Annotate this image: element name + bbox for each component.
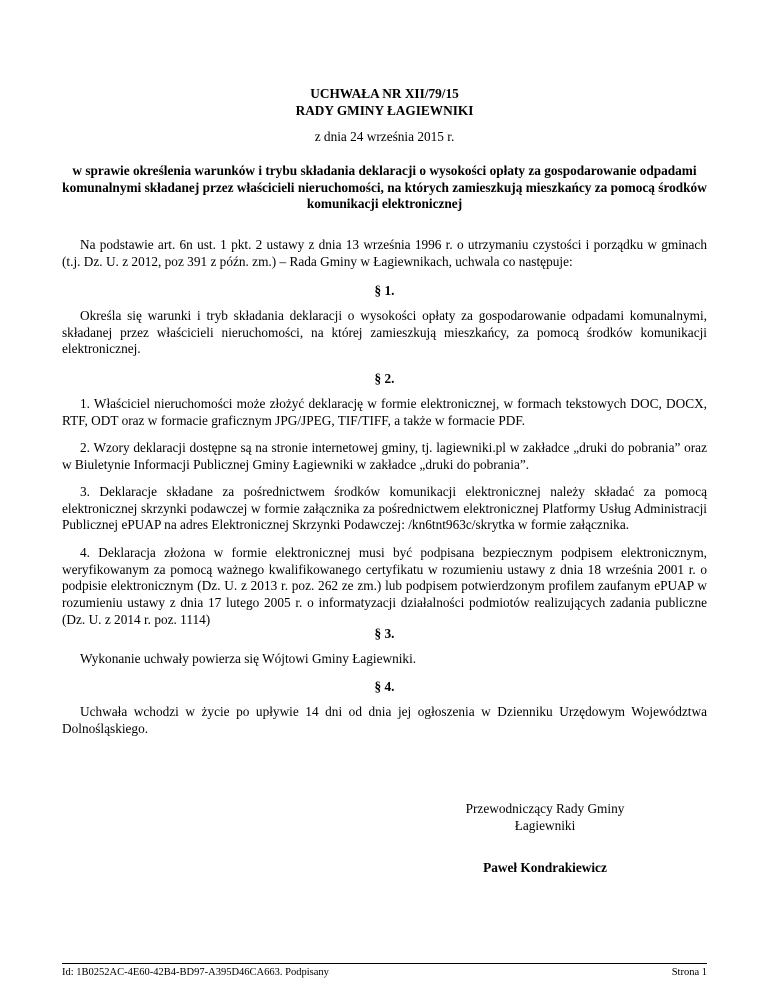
footer-page-number: Strona 1 — [671, 967, 707, 978]
footer-divider — [62, 963, 707, 964]
section-4-text — [62, 704, 707, 737]
signature-role-line-2: Łagiewniki — [514, 817, 576, 833]
section-3-paragraph: Wykonanie uchwały powierza się Wójtowi Gminy Łagiewniki. — [80, 651, 417, 666]
section-2-point-3-text: 3. Deklaracje składane za pośrednictwem środków komunikacji elektronicznej należy składać za pomocą elektronicznej skrzynki podawczej w formie załącznika za pośrednictwem elektronicznej Platformy Usług Administracji Publicznej ePUAP na adres Elektronicznej Skrzynki Podawczej: /kn6tnt963c/skrytka w formie załącznika. — [62, 484, 707, 533]
subject-text: w sprawie określenia warunków i trybu składania deklaracji o wysokości opłaty za gospodarowanie odpadami komunalnymi składanej przez właścicieli nieruchomości, na których zamieszkują mieszkańcy za pomocą środków komunikacji elektronicznej — [62, 163, 707, 212]
section-2-point-1 — [62, 396, 707, 429]
section-2-point-1-text: 1. Właściciel nieruchomości może złożyć deklarację w formie elektronicznej, w formach tekstowych DOC, DOCX, RTF, ODT oraz w formacie graficznym JPG/JPEG, TIF/TIFF, a także w formacie PDF. — [62, 396, 707, 428]
date-text: z dnia 24 września 2015 r. — [314, 129, 455, 144]
section-1-paragraph: Określa się warunki i tryb składania deklaracji o wysokości opłaty za gospodarowanie odpadami komunalnymi, składanej przez właścicieli nieruchomości, na której zamieszkują mieszkańcy, za pomocą środków komunikacji elektronicznej. — [62, 308, 707, 357]
section-1-heading: § 1. — [374, 283, 395, 298]
signature-name: Paweł Kondrakiewicz — [483, 860, 607, 875]
section-3-text — [62, 651, 707, 668]
section-2-point-4 — [62, 545, 707, 629]
resolution-title — [62, 86, 707, 119]
section-3-heading: § 3. — [374, 626, 395, 641]
title-line-2: RADY GMINY ŁAGIEWNIKI — [295, 102, 474, 118]
section-2-point-2-text: 2. Wzory deklaracji dostępne są na stronie internetowej gminy, tj. lagiewniki.pl w zakładce „druki do pobrania” oraz w Biuletynie Informacji Publicznej Gminy Łagiewniki w zakładce „druki do pobrania”. — [62, 440, 707, 472]
signature-role — [440, 801, 650, 834]
resolution-subject — [62, 163, 707, 213]
signature-role-line-1: Przewodniczący Rady Gminy — [465, 801, 625, 816]
section-2-point-2 — [62, 440, 707, 473]
title-line-1: UCHWAŁA NR XII/79/15 — [310, 86, 459, 101]
preamble-text: Na podstawie art. 6n ust. 1 pkt. 2 ustawy z dnia 13 września 1996 r. o utrzymaniu czystości i porządku w gminach (t.j. Dz. U. z 2012, poz 391 z późn. zm.) – Rada Gminy w Łagiewnikach, uchwala co następuje: — [62, 237, 707, 269]
footer-document-id: Id: 1B0252AC-4E60-42B4-BD97-A395D46CA663. Podpisany — [62, 967, 329, 978]
section-4-heading: § 4. — [374, 679, 395, 694]
section-1-text — [62, 308, 707, 358]
section-2-heading: § 2. — [374, 371, 395, 386]
section-2-point-4-text: 4. Deklaracja złożona w formie elektronicznej musi być podpisana bezpiecznym podpisem elektronicznym, weryfikowanym za pomocą ważnego kwalifikowanego certyfikatu w rozumieniu ustawy z dnia 18 września 2001 r. o podpisie elektronicznym (Dz. U. z 2013 r. poz. 262 ze zm.) lub podpisem potwierdzonym profilem zaufanym ePUAP w rozumieniu ustawy z dnia 17 lutego 2005 r. o informatyzacji działalności podmiotów realizujących zadania publiczne (Dz. U. z 2014 r. poz. 1114) — [62, 545, 707, 627]
section-4-paragraph: Uchwała wchodzi w życie po upływie 14 dni od dnia jej ogłoszenia w Dzienniku Urzędowym Województwa Dolnośląskiego. — [62, 704, 707, 736]
resolution-date — [62, 129, 707, 146]
preamble — [62, 237, 707, 270]
section-2-point-3 — [62, 484, 707, 534]
